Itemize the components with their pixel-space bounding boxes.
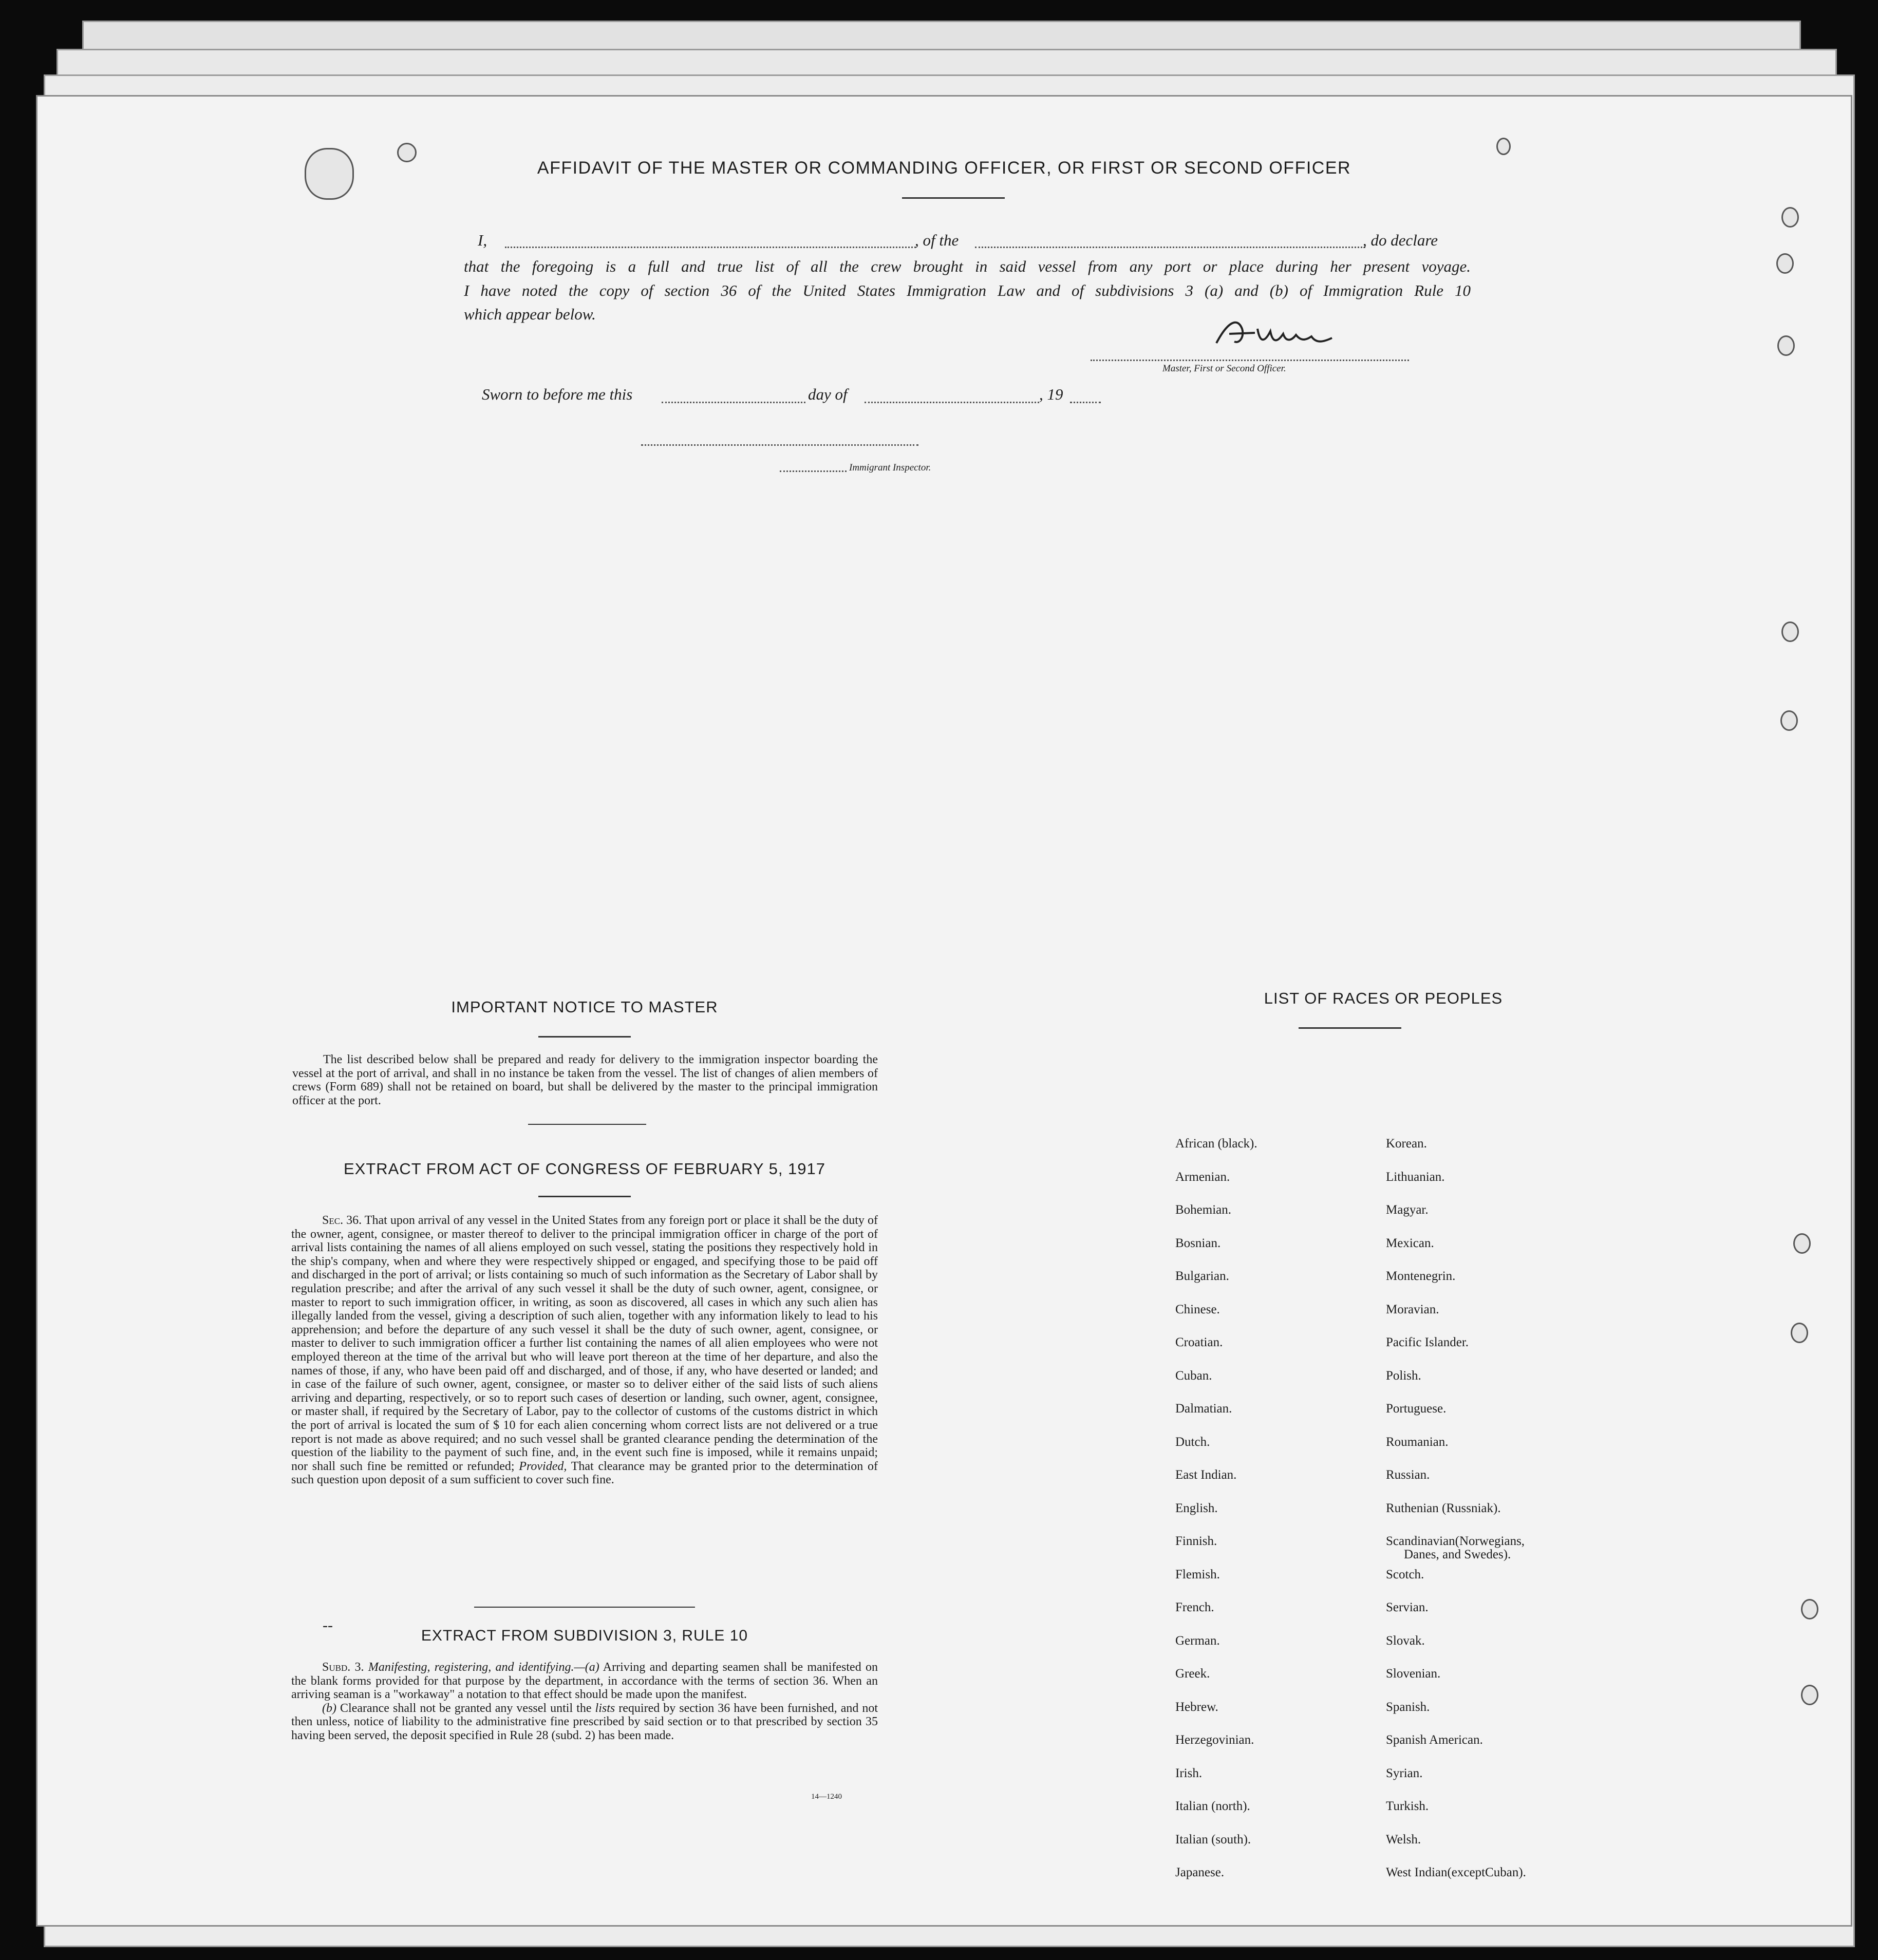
- subd-a-text: Arriving and departing seamen shall be manifested on the blank forms provided for that purpose by the department, in accordance with the terms of section 36. When an arriving seaman is a "workaway" a notation to that effect should be made upon the manifest.: [291, 1661, 878, 1702]
- binder-hole: [397, 143, 417, 162]
- sworn-year: , 19: [1039, 385, 1063, 403]
- race-item: Irish.: [1175, 1766, 1203, 1780]
- subd-b-label: (b): [322, 1701, 336, 1715]
- signature-line[interactable]: [1091, 360, 1409, 361]
- race-item: Lithuanian.: [1386, 1170, 1445, 1184]
- notice-divider: [528, 1124, 646, 1125]
- race-item: Spanish American.: [1386, 1733, 1483, 1747]
- document-page: [36, 95, 1852, 1927]
- race-item: Polish.: [1386, 1368, 1421, 1383]
- subd-label: Subd. 3.: [322, 1661, 364, 1674]
- race-item: Pacific Islander.: [1386, 1335, 1469, 1349]
- notice-title: IMPORTANT NOTICE TO MASTER: [451, 998, 718, 1016]
- race-item: Hebrew.: [1175, 1700, 1218, 1714]
- race-item: Magyar.: [1386, 1203, 1429, 1217]
- race-item: Spanish.: [1386, 1700, 1430, 1714]
- subd-b-text-1: Clearance shall not be granted any vessel until the: [340, 1701, 592, 1715]
- race-item: Bohemian.: [1175, 1203, 1232, 1217]
- declaration-line-4: which appear below.: [464, 305, 596, 323]
- name-blank[interactable]: [505, 247, 916, 248]
- race-item: Portuguese.: [1386, 1402, 1447, 1416]
- race-item: Greek.: [1175, 1667, 1210, 1681]
- notice-underline: [538, 1036, 631, 1038]
- subd-a-label: —(a): [574, 1661, 599, 1674]
- notice-text: The list described below shall be prepared and ready for delivery to the immigration inspector boarding the vessel at the port of arrival, and shall in no instance be taken from the vessel. The list of changes of alien members of crews (Form 689) shall not be retained on board, but shall be delivered by the master to the principal immigration officer at the port.: [292, 1053, 878, 1107]
- subd-heading: Manifesting, registering, and identifying.: [368, 1661, 574, 1674]
- signer-label: Master, First or Second Officer.: [1162, 363, 1286, 374]
- act-section-label: Sec. 36.: [322, 1214, 362, 1227]
- binder-hole: [305, 148, 354, 200]
- act-underline: [538, 1196, 631, 1197]
- sworn-day-blank[interactable]: [662, 402, 805, 403]
- race-item: Dutch.: [1175, 1435, 1210, 1449]
- title-underline: [902, 197, 1005, 199]
- race-item: Herzegovinian.: [1175, 1733, 1254, 1747]
- race-item: Cuban.: [1175, 1368, 1212, 1383]
- binder-hole: [1801, 1599, 1818, 1619]
- race-item: Slovak.: [1386, 1633, 1425, 1648]
- declaration-line-2: that the foregoing is a full and true list of all the crew brought in said vessel from any port or place during her present voyage.: [464, 257, 1471, 275]
- race-item: Italian (south).: [1175, 1832, 1251, 1846]
- binder-hole: [1793, 1233, 1811, 1254]
- binder-hole: [1776, 253, 1794, 274]
- sworn-day-of: day of: [808, 385, 848, 403]
- race-item: Russian.: [1386, 1468, 1430, 1482]
- race-item: Ruthenian (Russniak).: [1386, 1501, 1501, 1515]
- race-item: German.: [1175, 1633, 1220, 1648]
- race-item: Scotch.: [1386, 1567, 1424, 1581]
- binder-hole: [1801, 1685, 1818, 1705]
- race-item: East Indian.: [1175, 1468, 1237, 1482]
- race-item: Slovenian.: [1386, 1667, 1441, 1681]
- binder-hole: [1781, 621, 1799, 642]
- affidavit-title: AFFIDAVIT OF THE MASTER OR COMMANDING OFFICER, OR FIRST OR SECOND OFFICER: [537, 158, 1351, 178]
- subdivision-text: [291, 1661, 878, 1743]
- race-item: Croatian.: [1175, 1335, 1223, 1349]
- race-item: Korean.: [1386, 1137, 1427, 1151]
- race-item: Moravian.: [1386, 1302, 1439, 1316]
- binder-hole: [1791, 1323, 1808, 1343]
- race-item: Servian.: [1386, 1600, 1429, 1614]
- declaration-line-3: I have noted the copy of section 36 of the United States Immigration Law and of subdivisions 3 (a) and (b) of Immigration Rule 10: [464, 281, 1471, 299]
- inspector-line-upper[interactable]: [641, 444, 918, 446]
- vessel-blank[interactable]: [975, 247, 1365, 248]
- binder-hole: [1781, 207, 1799, 228]
- race-item: Italian (north).: [1175, 1799, 1250, 1813]
- race-item: Syrian.: [1386, 1766, 1423, 1780]
- races-title: LIST OF RACES OR PEOPLES: [1264, 989, 1503, 1007]
- race-item: Finnish.: [1175, 1534, 1217, 1548]
- act-body-end: That clearance may be granted prior to the determination of such question upon deposit of a sum sufficient to cover such fine.: [291, 1459, 878, 1487]
- race-item: Flemish.: [1175, 1567, 1220, 1581]
- subd-b-lists: lists: [595, 1701, 615, 1715]
- sworn-month-blank[interactable]: [865, 402, 1039, 403]
- subdivision-title: EXTRACT FROM SUBDIVISION 3, RULE 10: [421, 1627, 748, 1644]
- race-item: Scandinavian(Norwegians,: [1386, 1534, 1525, 1548]
- race-item-extra: Danes, and Swedes).: [1404, 1548, 1511, 1561]
- race-item: Mexican.: [1386, 1236, 1434, 1250]
- binder-hole: [1777, 335, 1795, 356]
- margin-mark: --: [323, 1617, 333, 1634]
- race-item: Dalmatian.: [1175, 1402, 1232, 1416]
- binder-hole: [1496, 138, 1511, 155]
- race-item: English.: [1175, 1501, 1218, 1515]
- race-item: African (black).: [1175, 1137, 1257, 1151]
- race-item: Bosnian.: [1175, 1236, 1221, 1250]
- sworn-prefix: Sworn to before me this: [482, 385, 633, 403]
- act-body: That upon arrival of any vessel in the United States from any foreign port or place it shall be the duty of the owner, agent, consignee, or master thereof to deliver to the principal immigration officer in charge of the port of arrival lists containing the names of all aliens employed on such vessel, stating the positions they respectively hold in the ship's company, when and where they were respectively shipped or engaged, and specifying those to be paid off and discharged in the port of arrival; or lists containing so much of such information as the Secretary of Labor shall by regulation prescribe; and after the arrival of any such vessel it shall be the duty of such owner, agent, consignee, or master to report to such immigration officer, in writing, as soon as discovered, all cases in which any such alien has illegally landed from the vessel, giving a description of such alien, together with any information likely to lead to his apprehension; and before the departure of any such vessel it shall be the duty of such owner, agent, consignee, or master to deliver to such immigration officer a further list containing the names of all alien employees who were not employed thereon at the time of the arrival but who will leave port thereon at the time of her departure, and also the names of those, if any, who have been paid off and discharged, and of those, if any, who have deserted or landed; and in case of the failure of such owner, agent, consignee, or master so to deliver either of the said lists of such aliens arriving and departing, respectively, or so to report such cases of desertion or landing, such owner, agent, consignee, or master shall, if required by the Secretary of Labor, pay to the collector of customs of the customs district in which the port of arrival is located the sum of $ 10 for each alien concerning whom correct lists are not delivered or a true report is not made as above required; and no such vessel shall be granted clearance pending the determination of the question of the liability to the payment of such fine, and, in the event such fine is imposed, while it remains unpaid; nor shall such fine be remitted or refunded;: [291, 1214, 878, 1473]
- decl-i-label: I,: [478, 231, 487, 249]
- officer-signature: [1206, 313, 1360, 354]
- races-underline: [1299, 1027, 1401, 1029]
- race-item: French.: [1175, 1600, 1214, 1614]
- subd-b-text-2: required by section 36 have been furnished, and not then unless, notice of liability to the administrative fine prescribed by said section or to that prescribed by section 35 having been served, the deposit specified in Rule 28 (subd. 2) has been made.: [291, 1701, 878, 1742]
- race-item: Welsh.: [1386, 1832, 1421, 1846]
- race-item: Chinese.: [1175, 1302, 1220, 1316]
- binder-hole: [1780, 710, 1798, 731]
- inspector-label: Immigrant Inspector.: [849, 462, 931, 473]
- act-text: [291, 1214, 878, 1487]
- decl-of-the-label: , of the: [915, 231, 959, 249]
- race-item: Roumanian.: [1386, 1435, 1449, 1449]
- sworn-year-blank[interactable]: [1070, 402, 1101, 403]
- race-item: Bulgarian.: [1175, 1269, 1229, 1283]
- race-item: Montenegrin.: [1386, 1269, 1456, 1283]
- race-item: West Indian(exceptCuban).: [1386, 1865, 1526, 1879]
- inspector-line[interactable]: [780, 470, 847, 472]
- race-item: Japanese.: [1175, 1865, 1225, 1879]
- race-item: Turkish.: [1386, 1799, 1429, 1813]
- form-number: 14—1240: [811, 1793, 842, 1801]
- race-item: Armenian.: [1175, 1170, 1230, 1184]
- decl-do-declare-label: , do declare: [1363, 231, 1438, 249]
- act-provided: Provided,: [519, 1459, 567, 1473]
- act-divider: [474, 1607, 695, 1608]
- act-title: EXTRACT FROM ACT OF CONGRESS OF FEBRUARY 5, 1917: [343, 1160, 826, 1178]
